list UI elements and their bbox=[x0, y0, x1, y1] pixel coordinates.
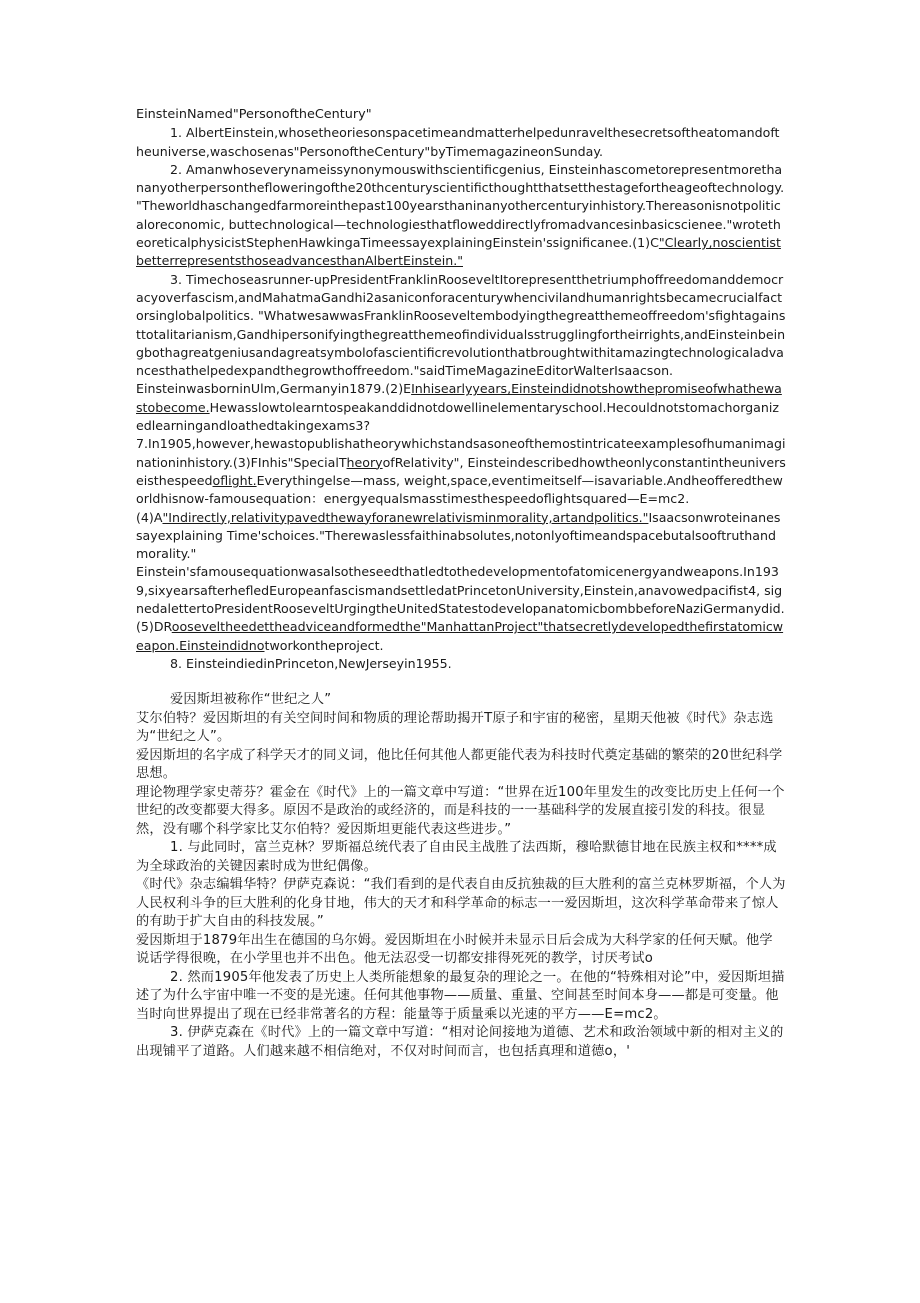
section-divider bbox=[136, 673, 786, 691]
chinese-paragraph-2: 爱因斯坦的名字成了科学天才的同义词，他比任何其他人都更能代表为科技时代奠定基础的繁荣的20世纪科学思想。 bbox=[136, 747, 783, 782]
english-paragraph-4: EinsteinwasborninUlm,Germanyin1879.(2)EInhisearlyyears,Einsteindidnotshowthepromiseofwhathewastobecome.Hewasslowtolearntospeakanddidnotdowellinelementaryschool.Hecouldnotstomachorganizedlearningandloathedtakingexams3? bbox=[136, 381, 782, 434]
chinese-paragraph-8: 3. 伊萨克森在《时代》上的一篇文章中写道：“相对论间接地为道德、艺术和政治领域中新的相对主义的出现铺平了道路。人们越来越不相信绝对，不仅对时间而言，也包括真理和道德o，' bbox=[136, 1025, 784, 1059]
english-paragraph-3: 3. Timechoseasrunner-upPresidentFranklinRooseveltItorepresentthetriumphoffreedomanddemocracyoverfascism,andMahatmaGandhi2asaniconforacenturywhencivilandhumanrightsbecamecrucialfactorsinglobalpolitics. "WhatwesawwasFranklinRooseveltembodyingthegreatthemeoffreedom'sfightagainsttotalitarianism,Gandhipersonifyingthegreatthemeofindividualsstrugglingfortheirrights,andEinsteinbeingbothagreatgeniusandagreatsymbolofascientificrevolutionthatbroughtwithitamazingtechnologicaladvancesthathelpedexpandthegrowthoffreedom."saidTimeMagazineEditorWalterIsaacson. bbox=[136, 271, 786, 379]
english-paragraph-2: 2. Amanwhoseverynameissynonymouswithscientificgenius, Einsteinhascometorepresentmorethananyotherpersonthefloweringofthe20thcenturyscientificthoughtthatsetthestagefortheageoftechnology. "Theworldhaschangedfarmoreinthepast100yearsthaninanyothercenturyinhistory.Thereasonisnotpoliticaloreconomic, buttechnological—technologiesthatfloweddirectlyfromadvancesinbasicscienee."wrotetheoreticalphysicistStephenHawkingaTimeessayexplainingEinstein'ssignificanee.(1)C"Clearly,noscientistbetterrepresentsthoseadvancesthanAlbertEinstein." bbox=[136, 161, 785, 269]
chinese-translation bbox=[136, 691, 786, 1061]
chinese-paragraph-4: 1. 与此同时，富兰克林？罗斯福总统代表了自由民主战胜了法西斯，穆哈默德甘地在民族主权和****成为全球政治的关键因素时成为世纪偶像。 bbox=[136, 840, 777, 874]
english-paragraph-7: Einstein'sfamousequationwasalsotheseedthatledtothedevelopmentofatomicenergyandweapons.In1939,sixyearsafterhefledEuropeanfascismandsettledatPrincetonUniversity,Einstein,anavowedpacifist4, signedalettertoPresidentRooseveltUrgingtheUnitedStatestodevelopanatomicbombbeforeNaziGermanydid.(5)DRooseveltheedettheadviceandformedthe"ManhattanProject"thatsecretlydevelopedthefirstatomicweapon.Einsteindidnotworkontheproject. bbox=[136, 564, 785, 653]
chinese-paragraph-5: 《时代》杂志编辑华特？伊萨克森说：“我们看到的是代表自由反抗独裁的巨大胜利的富兰克林罗斯福，个人为人民权利斗争的巨大胜利的化身甘地，伟大的天才和科学革命的标志一一爱因斯坦，这次科学革命带来了惊人的有助于扩大自由的科技发展。” bbox=[136, 877, 786, 930]
english-paragraph-1: 1. AlbertEinstein,whosetheoriesonspacetimeandmatterhelpedunravelthesecretsoftheatomandoftheuniverse,waschosenas"PersonoftheCentury"byTimemagazineonSunday. bbox=[136, 125, 780, 159]
chinese-paragraph-3: 理论物理学家史蒂芬？霍金在《时代》上的一篇文章中写道：“世界在近100年里发生的改变比历史上任何一个世纪的改变都要大得多。原因不是政治的或经济的，而是科技的一一基础科学的发展直接引发的科技。很显然，没有哪个科学家比艾尔伯特？爱因斯坦更能代表这些进步。” bbox=[136, 784, 785, 837]
english-title: EinsteinNamed"PersonoftheCentury" bbox=[136, 107, 372, 122]
chinese-paragraph-6: 爱因斯坦于1879年出生在德国的乌尔姆。爱因斯坦在小时候并未显示日后会成为大科学家的任何天赋。他学说话学得很晚，在小学里也并不出色。他无法忍受一切都安排得死死的教学，讨厌考试o bbox=[136, 932, 773, 967]
document-page bbox=[136, 106, 786, 1061]
chinese-paragraph-7: 2. 然而1905年他发表了历史上人类所能想象的最复杂的理论之一。在他的“特殊相对论”中，爱因斯坦描述了为什么宇宙中唯一不变的是光速。任何其他事物——质量、重量、空间甚至时间本身——都是可变量。他当时向世界提出了现在已经非常著名的方程：能量等于质量乘以光速的平方——E=mc2。 bbox=[136, 969, 785, 1022]
english-paragraph-5: 7.In1905,however,hewastopublishatheorywhichstandsasoneofthemostintricateexamplesofhumanimaginationinhistory.(3)FInhis"SpecialTheoryofRelativity", Einsteindescribedhowtheonlyconstantintheuniverseisthespeedoflight.Everythingelse—mass, weight,space,eventimeitself—isavariable.Andheofferedtheworldhisnow-famousequation：energyequalsmasstimesthespeedoflightsquared—E=mc2. bbox=[136, 436, 786, 507]
english-paragraph-6: (4)A"Indirectly,relativitypavedthewayforanewrelativisminmorality,artandpolitics."Isaacsonwroteinanessayexplaining Time'schoices."Therewaslessfaithinabsolutes,notonlyoftimeandspacebutalsooftruthandmorality." bbox=[136, 509, 781, 562]
english-paragraph-8: 8. EinsteindiedinPrinceton,NewJerseyin1955. bbox=[170, 655, 452, 671]
chinese-paragraph-1: 艾尔伯特？爱因斯坦的有关空间时间和物质的理论帮助揭开T原子和宇宙的秘密，星期天他被《时代》杂志选为“世纪之人”。 bbox=[136, 710, 774, 745]
chinese-title: 爱因斯坦被称作“世纪之人” bbox=[170, 692, 332, 708]
